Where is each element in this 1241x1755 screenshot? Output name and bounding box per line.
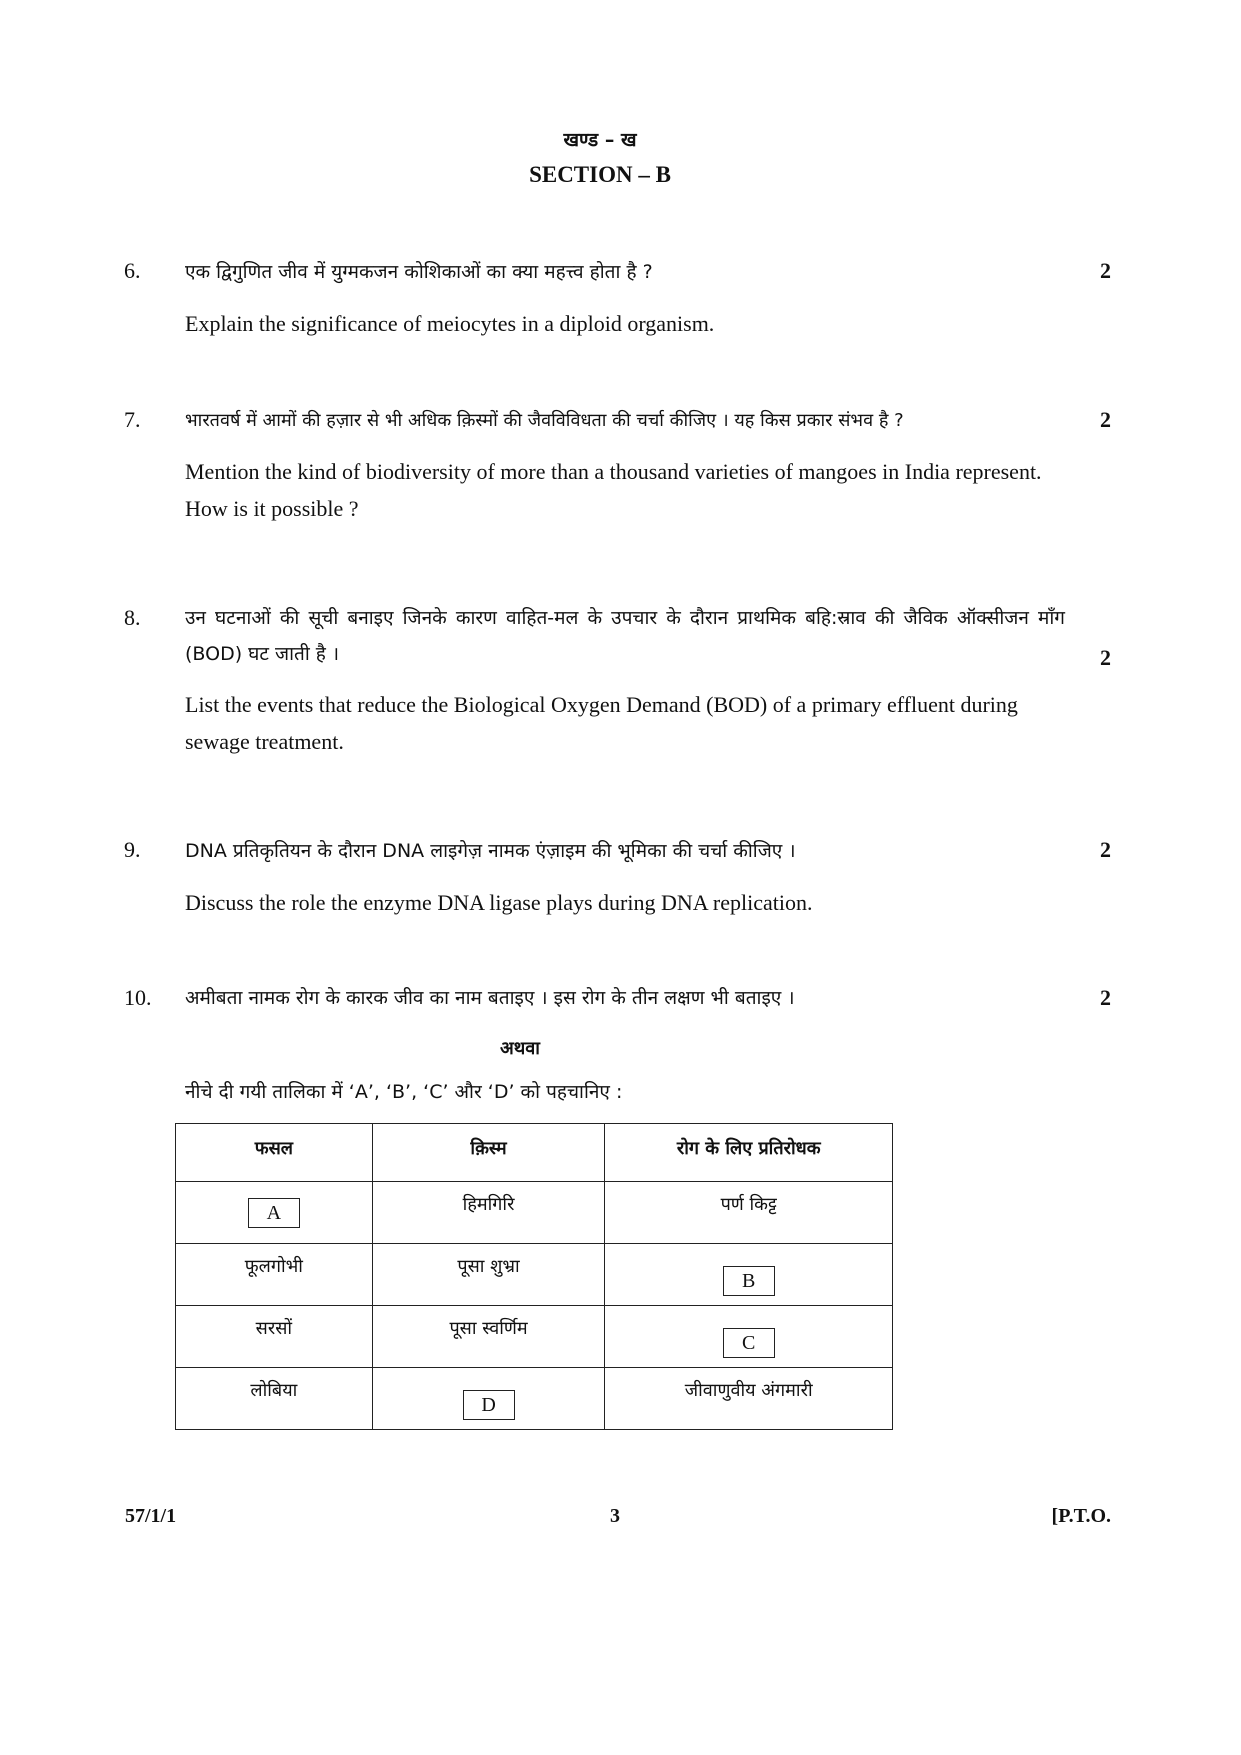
- table-cell: [605, 1306, 893, 1368]
- section-heading-english: SECTION – B: [529, 162, 671, 187]
- answer-box-a: A: [248, 1198, 300, 1228]
- question-text-hindi: अमीबता नामक रोग के कारक जीव का नाम बताइए । इस रोग के तीन लक्षण भी बताइए ।: [185, 987, 795, 1009]
- table-row: [176, 1306, 893, 1368]
- question-marks: 2: [1100, 837, 1111, 862]
- question-text-hindi: DNA प्रतिकृतियन के दौरान DNA लाइगेज़ नामक एंज़ाइम की भूमिका की चर्चा कीजिए ।: [185, 840, 796, 862]
- table-cell: जीवाणुवीय अंगमारी: [605, 1368, 893, 1430]
- question-marks: 2: [1100, 258, 1111, 283]
- question-number: 6.: [124, 258, 141, 283]
- table-cell: हिमगिरि: [372, 1182, 605, 1244]
- table-cell: पूसा शुभ्रा: [372, 1244, 605, 1306]
- question-number: 8.: [124, 605, 141, 630]
- table-row: [176, 1368, 893, 1430]
- table-header-row: [176, 1124, 893, 1182]
- question-number: 9.: [124, 837, 141, 862]
- question-text-hindi: एक द्विगुणित जीव में युग्मकजन कोशिकाओं का क्या महत्त्व होता है ?: [185, 261, 653, 283]
- question-text-hindi: उन घटनाओं की सूची बनाइए जिनके कारण वाहित-मल के उपचार के दौरान प्राथमिक बहि:स्राव की जैविक ऑक्सीजन माँग (BOD) घट जाती है ।: [185, 607, 1065, 665]
- table-cell: पूसा स्वर्णिम: [372, 1306, 605, 1368]
- table-cell: पर्ण किट्ट: [605, 1182, 893, 1244]
- crop-variety-table: [175, 1123, 893, 1430]
- table-header: रोग के लिए प्रतिरोधक: [605, 1124, 893, 1182]
- table-cell: सरसों: [176, 1306, 373, 1368]
- table-cell: [176, 1182, 373, 1244]
- table-row: [176, 1182, 893, 1244]
- or-instruction: नीचे दी गयी तालिका में ‘A’, ‘B’, ‘C’ और ‘D’ को पहचानिए :: [185, 1081, 623, 1103]
- section-heading-hindi: खण्ड – ख: [563, 129, 637, 151]
- table-cell: फूलगोभी: [176, 1244, 373, 1306]
- table-cell: [372, 1368, 605, 1430]
- question-text-hindi: भारतवर्ष में आमों की हज़ार से भी अधिक क़िस्मों की जैवविविधता की चर्चा कीजिए । यह किस प्रकार संभव है ?: [185, 410, 904, 431]
- paper-code: 57/1/1: [125, 1505, 177, 1527]
- question-text-english: Discuss the role the enzyme DNA ligase plays during DNA replication.: [185, 890, 813, 915]
- table-row: [176, 1244, 893, 1306]
- answer-box-c: C: [723, 1328, 775, 1358]
- question-number: 7.: [124, 407, 141, 432]
- table-header: क़िस्म: [372, 1124, 605, 1182]
- question-marks: 2: [1100, 985, 1111, 1010]
- table-cell: [605, 1244, 893, 1306]
- page-number: 3: [610, 1505, 620, 1527]
- or-label: अथवा: [500, 1038, 540, 1059]
- question-text-english: Mention the kind of biodiversity of more than a thousand varieties of mangoes in India represent. How is it possible ?: [185, 459, 1042, 521]
- table-header: फसल: [176, 1124, 373, 1182]
- please-turn-over: [P.T.O.: [1051, 1505, 1111, 1527]
- question-number: 10.: [124, 985, 152, 1010]
- question-marks: 2: [1100, 407, 1111, 432]
- table-cell: लोबिया: [176, 1368, 373, 1430]
- question-text-english: List the events that reduce the Biological Oxygen Demand (BOD) of a primary effluent during sewage treatment.: [185, 692, 1018, 754]
- question-marks: 2: [1100, 645, 1111, 670]
- answer-box-b: B: [723, 1266, 775, 1296]
- answer-box-d: D: [463, 1390, 515, 1420]
- question-text-english: Explain the significance of meiocytes in a diploid organism.: [185, 311, 715, 336]
